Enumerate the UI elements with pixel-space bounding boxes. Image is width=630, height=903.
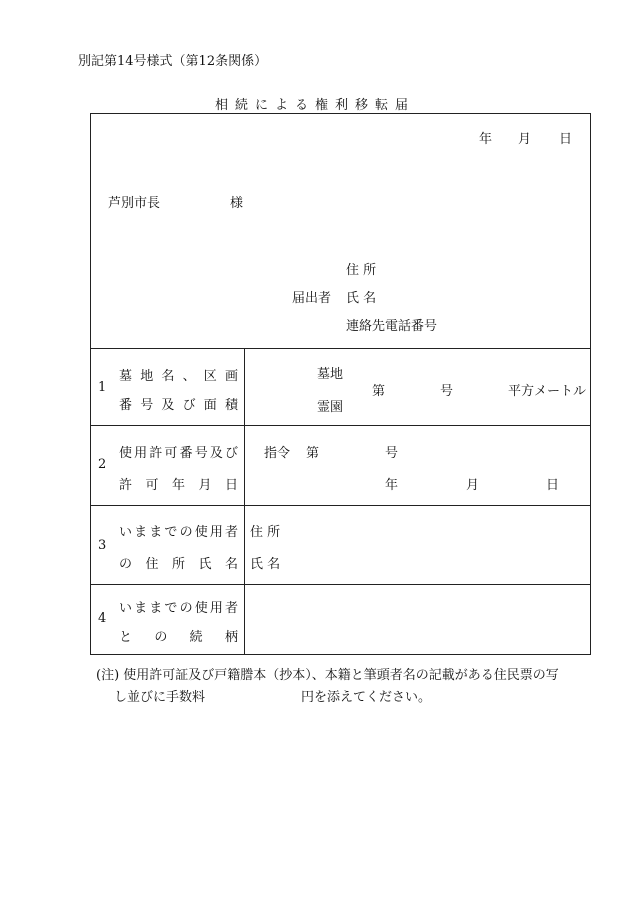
- row-divider: [90, 425, 591, 426]
- form-number-header: 別記第14号様式（第12条関係）: [78, 54, 268, 69]
- row-label-line: と の 続 柄: [119, 630, 238, 645]
- row-label-line: の 住 所 氏 名: [119, 557, 238, 572]
- name-label: 氏 名: [346, 291, 377, 306]
- document-title: 相続による権利移転届: [214, 98, 415, 113]
- row-number: 2: [98, 457, 107, 472]
- note-line: (注) 使用許可証及び戸籍謄本（抄本）、本籍と筆頭者名の記載がある住民票の写: [96, 668, 559, 683]
- dai-label: 第: [372, 384, 386, 399]
- row-number: 4: [98, 611, 107, 626]
- addressee-label: 芦別市長: [108, 196, 161, 211]
- note-line-end: 円を添えてください。: [301, 690, 432, 705]
- date-month-label: 月: [518, 132, 532, 147]
- row-label-line: い ま ま で の 使 用 者: [119, 525, 238, 540]
- address-label: 住 所: [250, 525, 281, 540]
- note-line: し並びに手数料: [114, 690, 206, 705]
- row-label-line: 使 用 許 可 番 号 及 び: [119, 446, 238, 461]
- addressee-sama-label: 様: [230, 196, 244, 211]
- row-divider: [90, 505, 591, 506]
- date-year-label: 年: [479, 132, 493, 147]
- cemetery-label: 墓地: [317, 367, 344, 382]
- row-label-line: 墓 地 名 、 区 画: [119, 369, 238, 384]
- row-divider: [90, 584, 591, 585]
- permit-year-label: 年: [385, 478, 399, 493]
- go-label: 号: [440, 384, 454, 399]
- row-label-line: い ま ま で の 使 用 者: [119, 601, 238, 616]
- permit-day-label: 日: [546, 478, 560, 493]
- phone-label: 連絡先電話番号: [346, 319, 438, 334]
- date-day-label: 日: [559, 132, 573, 147]
- row-label-line: 番 号 及 び 面 積: [119, 398, 238, 413]
- permit-month-label: 月: [466, 478, 480, 493]
- applicant-label: 届出者: [292, 291, 332, 306]
- row-number: 3: [98, 538, 107, 553]
- name-label: 氏 名: [250, 557, 281, 572]
- column-divider: [244, 348, 245, 654]
- address-label: 住 所: [346, 263, 377, 278]
- row-divider: [90, 348, 591, 349]
- row-label-line: 許 可 年 月 日: [119, 478, 238, 493]
- dai-label: 第: [306, 446, 320, 461]
- shirei-label: 指令: [264, 446, 291, 461]
- reien-label: 霊園: [317, 400, 344, 415]
- area-unit-label: 平方メートル: [508, 384, 587, 399]
- go-label: 号: [385, 446, 399, 461]
- row-number: 1: [98, 380, 107, 395]
